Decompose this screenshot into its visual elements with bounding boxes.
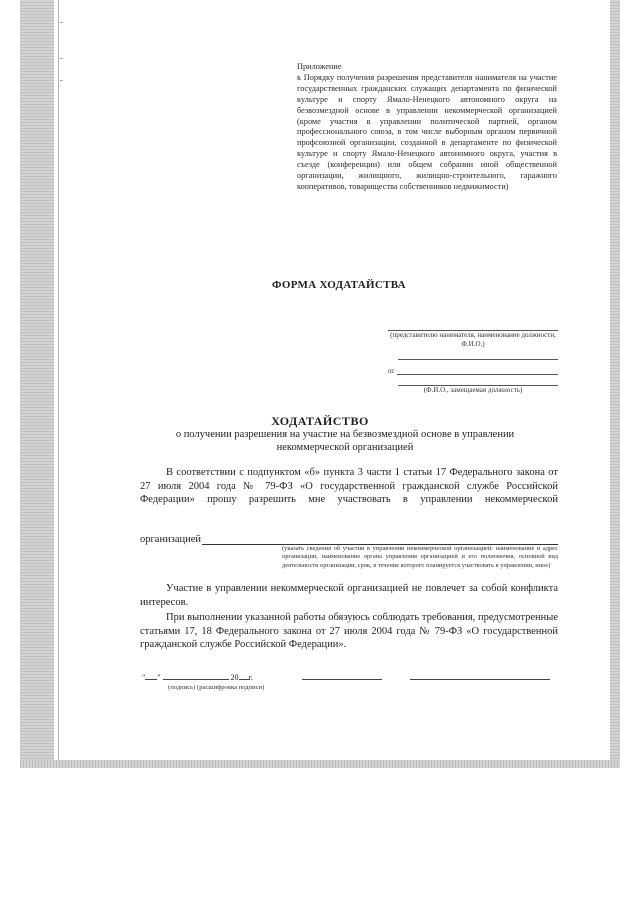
appendix-heading: Приложение: [297, 62, 342, 71]
petition-paragraph-2: Участие в управлении некоммерческой организацией не повлечет за собой конфликта интересов.: [140, 583, 558, 608]
signature-line: [302, 679, 382, 680]
signature-caption: (подпись): [168, 684, 196, 691]
petition-title: ХОДАТАЙСТВО: [271, 414, 369, 428]
from-line: [397, 364, 558, 375]
from-caption: (Ф.И.О., замещаемая должность): [423, 386, 523, 394]
addressee-block: [388, 320, 558, 395]
decode-line: [410, 679, 550, 680]
form-title: ФОРМА ХОДАТАЙСТВА: [272, 279, 406, 291]
petition-paragraph-3: При выполнении указанной работы обязуюсь соблюдать требования, предусмотренные статьями 17, 18 Федерального закона от 27 июля 2004 года № 79-ФЗ «О государственной гражданской службе Российской Федерации».: [140, 612, 558, 651]
signature-captions: [168, 684, 264, 691]
petition-paragraph-1: В соответствии с подпунктом «б» пункта 3 части 1 статьи 17 Федерального закона от 27 июля 2004 года № 79-ФЗ «О государственной гражданской службе Российской Федерации» прошу разрешить мне участвовать в управлении некоммерческой: [140, 467, 558, 506]
addressee-line-2: [398, 349, 558, 360]
date-field: [142, 672, 253, 682]
from-line-2: [398, 375, 558, 386]
from-label: от: [388, 367, 395, 375]
date-quote-open: ": [142, 673, 146, 682]
scan-border-right: [610, 0, 620, 768]
scan-mark: [60, 80, 63, 81]
scan-border-bottom: [20, 760, 620, 768]
month-line: [163, 672, 229, 680]
organization-row: [140, 534, 558, 545]
year-prefix: 20: [230, 673, 239, 682]
scan-border-left: [20, 0, 54, 768]
scan-mark: [60, 22, 63, 23]
addressee-line: [388, 320, 558, 331]
addressee-caption: (представителю нанимателя, наименование должности, Ф.И.О.): [390, 331, 556, 348]
year-line: [239, 672, 249, 680]
petition-subtitle: о получении разрешения на участие на безвозмездной основе в управлении некоммерческой организацией: [175, 429, 515, 453]
year-suffix: г.: [248, 673, 253, 682]
from-row: [388, 364, 558, 375]
organization-fill-line: [202, 535, 558, 545]
date-quote-close: ": [157, 673, 161, 682]
appendix-block: [297, 62, 557, 193]
organization-label: организацией: [140, 534, 202, 545]
appendix-text: к Порядку получения разрешения представителя нанимателя на участие государственных гражданских служащих департамента по физической культуре и спорту Ямало-Ненецкого автономного округа на безвозмездной основе в управлении некоммерческой организацией (кроме участия в управлении политической партией, органом профессионального союза, в том числе выборным органом первичной профсоюзной организации, созданной в департаменте по физической культуре и спорту Ямало-Ненецкого автономного округа, участия в съезде (конференции) или общем собрании иной общественной организации, жилищного, жилищно-строительного, гаражного кооперативов, товарищества собственников недвижимости): [297, 72, 557, 191]
decode-caption: (расшифровка подписи): [197, 684, 265, 691]
day-line: [145, 672, 157, 680]
organization-note: (указать сведения об участии в управлении некоммерческой организацией: наименование и адрес организации, наименование органа управления организацией и его полномочия, основной вид деятельности организации, срок, в течение которого планируется участвовать в управлении, иное): [282, 545, 558, 569]
scan-mark: [60, 58, 63, 59]
